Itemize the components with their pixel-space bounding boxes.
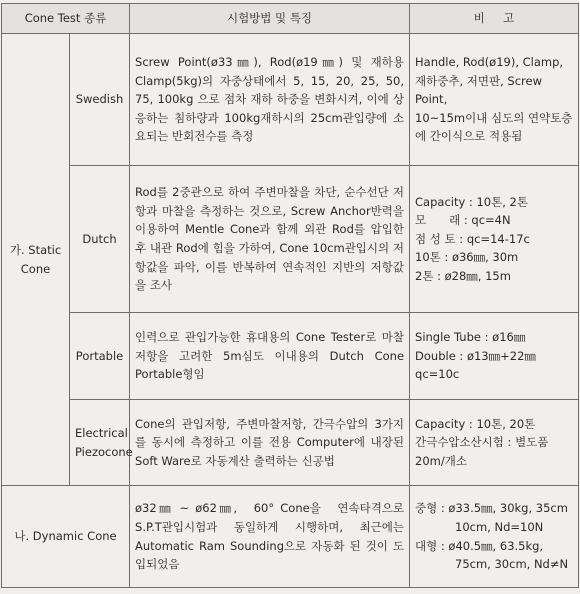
remark-line: 대형 : ø40.5㎜, 63.5kg,	[415, 538, 544, 553]
remark-line: 간극수압소산시험 : 별도품	[415, 435, 549, 450]
type-portable: Portable	[70, 313, 130, 400]
remark-line: 75cm, 30cm, Nd≠N	[455, 557, 569, 572]
remark-line: 2톤 : ø28㎜, 15m	[415, 268, 511, 283]
remark-line: Capacity : 10톤, 2톤	[415, 194, 528, 209]
remark-portable	[410, 313, 579, 400]
method-dutch: Rod를 2중관으로 하여 주변마찰을 차단, 순수선단 저항과 마찰을 측정하는 것으로, Screw Anchor반력을 이용하여 Mentle Cone과 함께 외관 Rod를 압입한 후 내관 Rod에 힘을 가하여, Cone 10cm관입시의 저항값을 파악, 이를 반복하여 연속적인 지반의 저항값을 조사	[130, 166, 410, 313]
static-category: 가. Static Cone	[2, 34, 70, 486]
header-method: 시험방법 및 특징	[130, 4, 410, 34]
dynamic-category: 나. Dynamic Cone	[2, 486, 130, 588]
method-swedish: Screw Point(ø33㎜), Rod(ø19㎜) 및 재하용 Clamp(5kg)의 자중상태에서 5, 15, 20, 25, 50, 75, 100kg 으로 점차 재하 하중을 변화시켜, 이에 상응하는 침하량과 100kg재하시의 25cm관입량에 소요되는 반회전수를 측정	[130, 34, 410, 166]
remark-swedish	[410, 34, 579, 166]
type-dutch: Dutch	[70, 166, 130, 313]
remark-line: 점 성 토 : qc=14-17c	[415, 231, 530, 246]
remark-line: 10톤 : ø36㎜, 30m	[415, 250, 519, 265]
row-piezocone	[2, 400, 579, 486]
type-swedish: Swedish	[70, 34, 130, 166]
header-row	[2, 4, 579, 34]
row-dutch	[2, 166, 579, 313]
remark-line: 중형 : ø33.5㎜, 30kg, 35cm	[415, 501, 568, 516]
header-kind: Cone Test 종류	[2, 4, 130, 34]
cone-test-table	[1, 3, 579, 588]
row-swedish	[2, 34, 579, 166]
method-piezocone: Cone의 관입저항, 주변마찰저항, 간극수압의 3가지를 동시에 측정하고 이를 전용 Computer에 내장된 Soft Ware로 자동계산 출력하는 신공법	[130, 400, 410, 486]
remark-line: Double : ø13㎜+22㎜	[415, 348, 536, 363]
remark-line: 모 래 : qc=4N	[415, 213, 511, 228]
type-piezocone: Electrical Piezocone	[70, 400, 130, 486]
remark-dutch	[410, 166, 579, 313]
remark-line: Capacity : 10톤, 20톤	[415, 416, 536, 431]
remark-line: qc=10c	[415, 367, 460, 382]
remark-line: 20m/개소	[415, 453, 467, 468]
remark-dynamic	[410, 486, 579, 588]
remark-line: Single Tube : ø16㎜	[415, 330, 526, 345]
remark-line: 재하중추, 저면판, Screw Point,	[415, 73, 542, 107]
header-remark: 비 고	[410, 4, 579, 34]
row-dynamic	[2, 486, 579, 588]
method-dynamic: ø32㎜ ~ ø62㎜, 60° Cone을 연속타격으로 S.P.T관입시험과 동일하게 시행하며, 최근에는 Automatic Ram Sounding으로 자동화 된 것이 도입되었음	[130, 486, 410, 588]
remark-line: 에 간이식으로 적용됨	[415, 129, 523, 144]
remark-line: 10cm, Nd=10N	[455, 519, 544, 534]
remark-piezocone	[410, 400, 579, 486]
remark-line: 10~15m이내 심도의 연약토층	[415, 110, 573, 125]
row-portable	[2, 313, 579, 400]
method-portable: 인력으로 관입가능한 휴대용의 Cone Tester로 마찰저항을 고려한 5m심도 이내용의 Dutch Cone Portable형임	[130, 313, 410, 400]
remark-line: Handle, Rod(ø19), Clamp,	[415, 55, 564, 70]
